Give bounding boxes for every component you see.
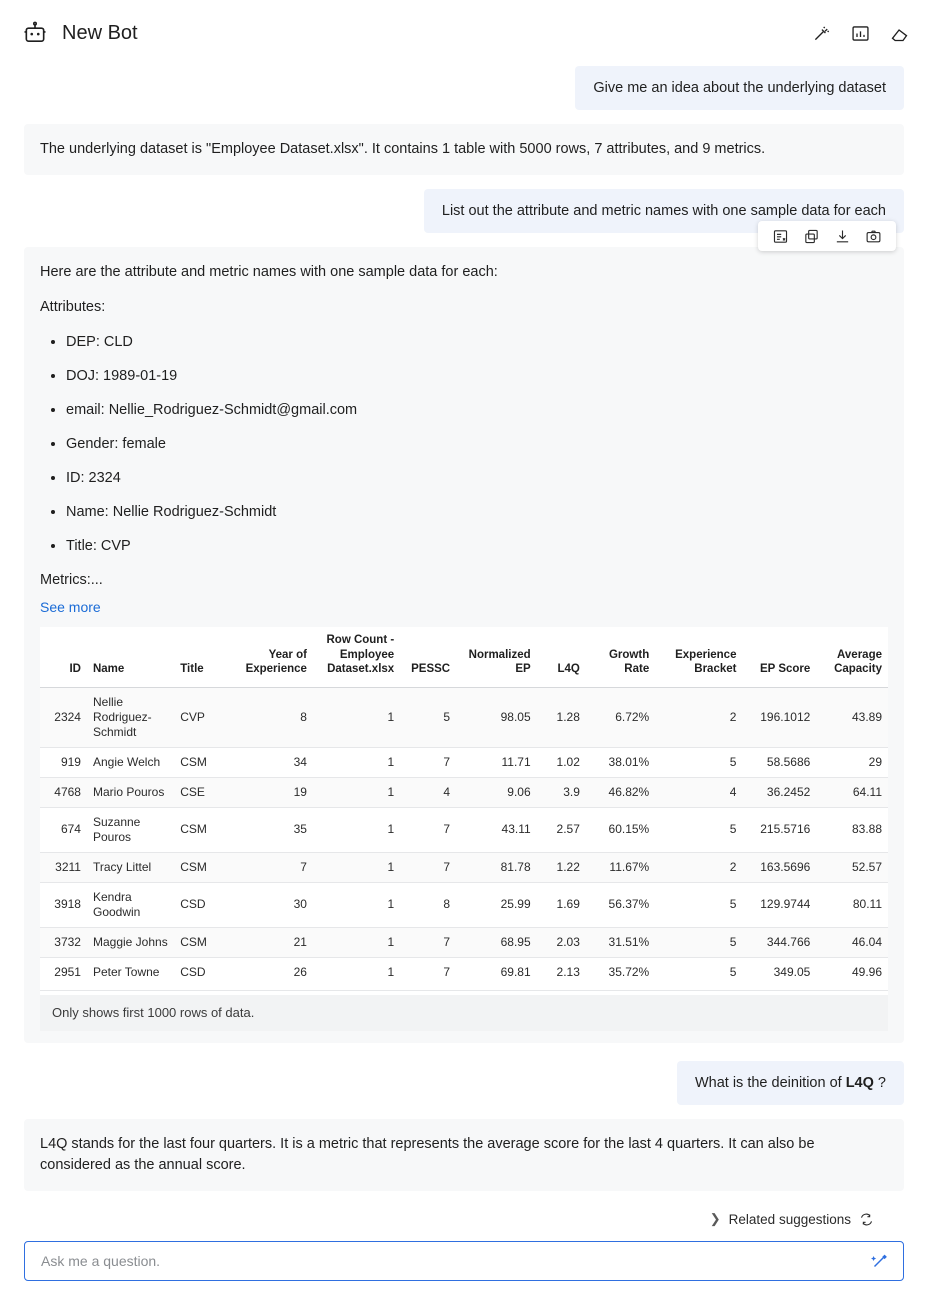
answer-intro: Here are the attribute and metric names with one sample data for each: — [40, 264, 498, 281]
list-item: • DEP: CLD — [66, 332, 888, 353]
cell: 43.11 — [456, 807, 537, 852]
cell: 1 — [313, 852, 400, 882]
cell: 83.88 — [816, 807, 888, 852]
cell: Maggie Johns — [87, 927, 174, 957]
question-prefix: What is the deinition of — [694, 1075, 846, 1092]
related-suggestions[interactable] — [24, 1205, 904, 1233]
cell: 5 — [655, 957, 742, 990]
attributes-label: Attributes: — [40, 299, 106, 316]
cell: 68.95 — [456, 927, 537, 957]
cell: 11.67% — [586, 852, 655, 882]
cell: 46.82% — [586, 777, 655, 807]
sparkle-send-icon[interactable] — [869, 1250, 891, 1272]
cell: 2.57 — [537, 807, 586, 852]
magic-wand-icon[interactable] — [811, 23, 832, 44]
cell: 19 — [230, 777, 313, 807]
table-row — [40, 777, 888, 807]
bot-message: L4Q stands for the last four quarters. It is a metric that represents the average score for the last 4 quarters. It can also be considered as the annual score. — [24, 1119, 904, 1191]
refresh-icon[interactable] — [859, 1212, 874, 1227]
cell: CSD — [174, 957, 230, 990]
cell: Suzanne Pouros — [87, 807, 174, 852]
cell: Angie Welch — [87, 747, 174, 777]
cell: CSM — [174, 852, 230, 882]
column-header[interactable]: ID — [40, 627, 87, 687]
cell: 1 — [313, 957, 400, 990]
column-header[interactable]: L4Q — [537, 627, 586, 687]
cell: 5 — [655, 927, 742, 957]
user-message: Give me an idea about the underlying dataset — [575, 66, 904, 110]
cell: 5 — [655, 807, 742, 852]
cell: 1 — [313, 882, 400, 927]
related-suggestions-label: Related suggestions — [728, 1211, 851, 1227]
cell: 3732 — [40, 927, 87, 957]
cell: 4 — [400, 777, 456, 807]
cell: 344.766 — [742, 927, 816, 957]
cell: 58.5686 — [742, 747, 816, 777]
page-title: New Bot — [62, 21, 138, 44]
user-message — [677, 1061, 904, 1105]
cell: 5 — [400, 687, 456, 747]
cell: 919 — [40, 747, 87, 777]
cell: 4 — [655, 777, 742, 807]
cell: 21 — [230, 927, 313, 957]
chat-transcript — [0, 66, 928, 1233]
cell: 4768 — [40, 777, 87, 807]
message-row-bot — [24, 124, 904, 175]
list-item: • ID: 2324 — [66, 468, 888, 489]
data-table — [40, 627, 888, 1031]
cell: 1.69 — [537, 882, 586, 927]
cell: 2.13 — [537, 957, 586, 990]
cell: 196.1012 — [742, 687, 816, 747]
cell: 35.72% — [586, 957, 655, 990]
message-row-user — [24, 66, 904, 110]
cell: 30 — [230, 882, 313, 927]
user-message: List out the attribute and metric names with one sample data for each — [424, 189, 904, 233]
cell: 349.05 — [742, 957, 816, 990]
cell: 11.71 — [456, 747, 537, 777]
cell: 163.5696 — [742, 852, 816, 882]
insert-chart-icon[interactable] — [850, 23, 871, 44]
bot-answer-card — [24, 247, 904, 1043]
cell: 7 — [400, 957, 456, 990]
cell: 5 — [655, 747, 742, 777]
column-header[interactable]: Growth Rate — [586, 627, 655, 687]
cell: CSE — [174, 777, 230, 807]
column-header[interactable]: Normalized EP — [456, 627, 537, 687]
cell: 7 — [400, 807, 456, 852]
cell: 215.5716 — [742, 807, 816, 852]
cell: 31.51% — [586, 927, 655, 957]
cell: 3.9 — [537, 777, 586, 807]
table-row — [40, 957, 888, 990]
see-more-link[interactable]: See more — [40, 599, 101, 616]
cell: 1 — [313, 807, 400, 852]
screenshot-icon[interactable] — [865, 228, 882, 245]
cell: 52.57 — [816, 852, 888, 882]
header-actions — [811, 23, 910, 44]
list-item: • email: Nellie_Rodriguez-Schmidt@gmail.com — [66, 400, 888, 421]
column-header[interactable]: Year of Experience — [230, 627, 313, 687]
cell: 43.89 — [816, 687, 888, 747]
cell: 56.37% — [586, 882, 655, 927]
cell: 1 — [313, 927, 400, 957]
cell: 1 — [313, 777, 400, 807]
cell: CSD — [174, 882, 230, 927]
answer-toolbar — [758, 221, 896, 251]
cell: 34 — [230, 747, 313, 777]
list-item: • Title: CVP — [66, 536, 888, 557]
cell: CSM — [174, 747, 230, 777]
cell: CSM — [174, 927, 230, 957]
cell: 7 — [400, 747, 456, 777]
cell: 8 — [230, 687, 313, 747]
column-header[interactable]: Average Capacity — [816, 627, 888, 687]
cell: Peter Towne — [87, 957, 174, 990]
cell: 26 — [230, 957, 313, 990]
column-header[interactable]: PESSC — [400, 627, 456, 687]
cell: 7 — [400, 927, 456, 957]
eraser-icon[interactable] — [889, 23, 910, 44]
cell: 9.06 — [456, 777, 537, 807]
header-left — [22, 20, 138, 46]
cell: 1.28 — [537, 687, 586, 747]
table-row — [40, 747, 888, 777]
cell: 80.11 — [816, 882, 888, 927]
cell: 5 — [655, 882, 742, 927]
cell: 2.03 — [537, 927, 586, 957]
cell: 2951 — [40, 957, 87, 990]
composer-shell[interactable] — [24, 1241, 904, 1281]
question-suffix: ? — [873, 1075, 886, 1092]
table-row — [40, 687, 888, 747]
cell: 6.72% — [586, 687, 655, 747]
cell: 49.96 — [816, 957, 888, 990]
search-input[interactable] — [39, 1252, 869, 1270]
copy-icon[interactable] — [803, 228, 820, 245]
cell: CVP — [174, 687, 230, 747]
cell: 1 — [313, 687, 400, 747]
cell: 46.04 — [816, 927, 888, 957]
attributes-list — [40, 332, 888, 557]
table-row — [40, 882, 888, 927]
message-row-bot — [24, 1119, 904, 1191]
cell: 2324 — [40, 687, 87, 747]
cell: 8 — [400, 882, 456, 927]
app-header — [0, 0, 928, 66]
question-term: L4Q — [845, 1075, 874, 1092]
list-item: • Gender: female — [66, 434, 888, 455]
list-item: • DOJ: 1989-01-19 — [66, 366, 888, 387]
cell: 29 — [816, 747, 888, 777]
cell: Nellie Rodriguez-Schmidt — [87, 687, 174, 747]
cell: Mario Pouros — [87, 777, 174, 807]
column-header[interactable]: Experience Bracket — [655, 627, 742, 687]
cell: 81.78 — [456, 852, 537, 882]
cell: 69.81 — [456, 957, 537, 990]
metrics-label: Metrics:... — [40, 572, 103, 589]
cell: 60.15% — [586, 807, 655, 852]
table-row — [40, 852, 888, 882]
cell: 36.2452 — [742, 777, 816, 807]
cell: 129.9744 — [742, 882, 816, 927]
insert-into-report-icon[interactable] — [772, 228, 789, 245]
cell: 1 — [313, 747, 400, 777]
table-row — [40, 807, 888, 852]
cell: 64.11 — [816, 777, 888, 807]
download-icon[interactable] — [834, 228, 851, 245]
list-item: • Name: Nellie Rodriguez-Schmidt — [66, 502, 888, 523]
message-row-user — [24, 1061, 904, 1105]
column-header[interactable]: EP Score — [742, 627, 816, 687]
column-header[interactable]: Title — [174, 627, 230, 687]
column-header[interactable]: Name — [87, 627, 174, 687]
cell: CSM — [174, 807, 230, 852]
cell: 2 — [655, 687, 742, 747]
robot-icon — [22, 20, 48, 46]
cell: 35 — [230, 807, 313, 852]
cell: 25.99 — [456, 882, 537, 927]
cell: 3918 — [40, 882, 87, 927]
bot-message: The underlying dataset is "Employee Dataset.xlsx". It contains 1 table with 5000 rows, 7 attributes, and 9 metrics. — [24, 124, 904, 175]
table-row — [40, 927, 888, 957]
composer — [0, 1233, 928, 1301]
cell: 1.02 — [537, 747, 586, 777]
cell: 1.22 — [537, 852, 586, 882]
chevron-right-icon[interactable]: ❯ — [709, 1211, 721, 1227]
cell: Tracy Littel — [87, 852, 174, 882]
cell: 3211 — [40, 852, 87, 882]
cell: 674 — [40, 807, 87, 852]
cell: 7 — [400, 852, 456, 882]
cell: 38.01% — [586, 747, 655, 777]
cell: 2 — [655, 852, 742, 882]
table-header-row — [40, 627, 888, 687]
cell: 98.05 — [456, 687, 537, 747]
table-row-limit-note: Only shows first 1000 rows of data. — [40, 995, 888, 1032]
cell: Kendra Goodwin — [87, 882, 174, 927]
cell: 7 — [230, 852, 313, 882]
message-row-bot-answer — [24, 247, 904, 1043]
column-header[interactable]: Row Count - Employee Dataset.xlsx — [313, 627, 400, 687]
